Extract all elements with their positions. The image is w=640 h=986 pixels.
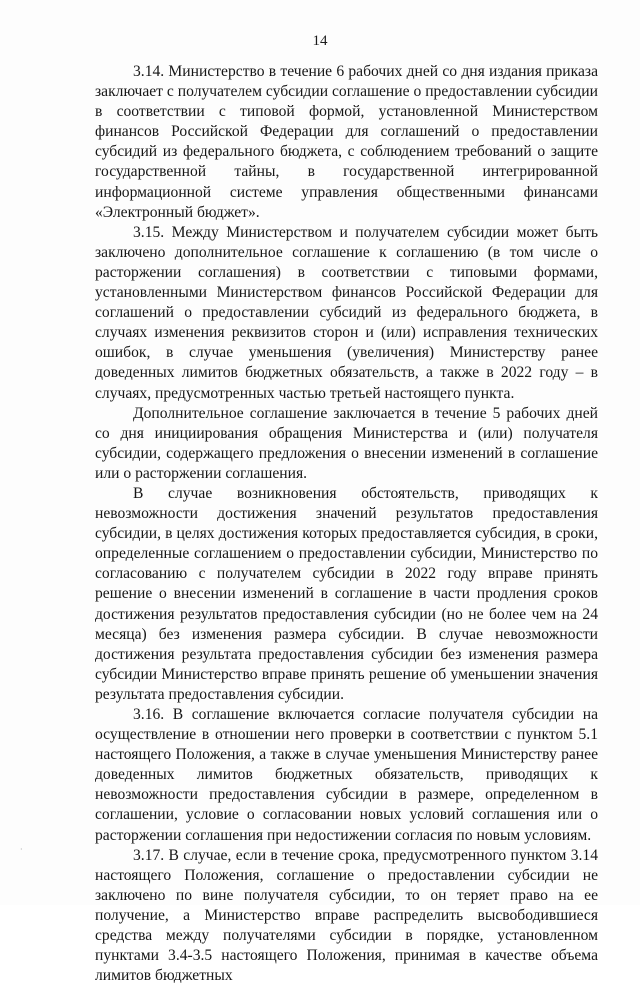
paragraph-3-16: 3.16. В соглашение включается согласие получателя субсидии на осуществление в отношении него проверки в соответствии с пунктом 5.1 настоящего Положения, а также в случае уменьшения Министерству ранее доведенных лимитов бюджетных обязательств, приводящих к невозможности предоставления субсидии в размере, определенном в соглашении, условие о согласовании новых условий соглашения или о расторжении соглашения при недостижении согласия по новым условиям. [95,706,598,844]
paragraph-3-17: 3.17. В случае, если в течение срока, предусмотренного пунктом 3.14 настоящего Положения, соглашение о предоставлении субсидии не заключено по вине получателя субсидии, то он теряет право на ее получение, а Министерство вправе распределить высвободившиеся средства между получателями субсидии в порядке, установленном пунктами 3.4-3.5 настоящего Положения, принимая в качестве объема лимитов бюджетных [95,846,598,985]
paragraph-3-14: 3.14. Министерство в течение 6 рабочих дней со дня издания приказа заключает с получателем субсидии соглашение о предоставлении субсидии в соответствии с типовой формой, установленной Министерством финансов Российской Федерации для соглашений о предоставлении субсидий из федерального бюджета, с соблюдением требований о защите государственной тайны, в государственной интегрированной информационной системе управления общественными финансами «Электронный бюджет». [95,63,598,221]
page-number: 14 [312,33,328,49]
scan-edge-mark: · [20,845,23,854]
paragraph-additional-agreement: Дополнительное соглашение заключается в течение 5 рабочих дней со дня инициирования обращения Министерства и (или) получателя субсидии, содержащего предложения о внесении изменений в соглашение или о расторжении соглашения. [95,404,598,482]
document-body [95,62,598,986]
paragraph-3-15: 3.15. Между Министерством и получателем субсидии может быть заключено дополнительное соглашение к соглашению (в том числе о расторжении соглашения) в соответствии с типовыми формами, установленными Министерством финансов Российской Федерации для соглашений о предоставлении субсидий из федерального бюджета, в случаях изменения реквизитов сторон и (или) исправления технических ошибок, в случае уменьшения (увеличения) Министерству ранее доведенных лимитов бюджетных обязательств, а также в 2022 году – в случаях, предусмотренных частью третьей настоящего пункта. [95,223,598,402]
paragraph-circumstances: В случае возникновения обстоятельств, приводящих к невозможности достижения значений результатов предоставления субсидии, в целях достижения которых предоставляется субсидия, в сроки, определенные соглашением о предоставлении субсидии, Министерство по согласованию с получателем субсидии в 2022 году вправе принять решение о внесении изменений в соглашение в части продления сроков достижения результатов предоставления субсидии (но не более чем на 24 месяца) без изменения размера субсидии. В случае невозможности достижения результата предоставления субсидии без изменения размера субсидии Министерство вправе принять решение об уменьшении значения результата предоставления субсидии. [95,484,598,703]
